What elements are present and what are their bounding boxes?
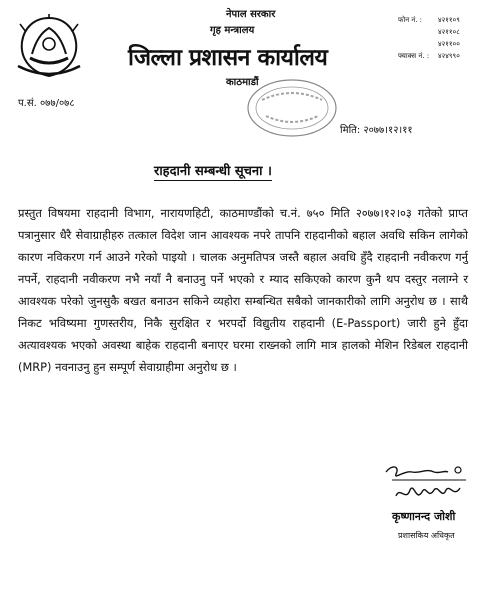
contact-row: [398, 26, 460, 38]
signer-name: कृष्णानन्द जोशी: [392, 510, 456, 523]
contact-label: फोन नं. :: [398, 16, 423, 24]
signer-title: प्रशासकिय अधिकृत: [398, 531, 455, 540]
contact-value: ४२४९९०: [438, 52, 460, 60]
notice-subject: राहदानी सम्बन्धी सूचना ।: [154, 161, 272, 181]
contact-label: फ्याक्स नं. :: [398, 52, 430, 60]
contact-label: [398, 26, 430, 38]
contact-row: [398, 14, 460, 26]
office-stamp-icon: [244, 76, 340, 140]
contact-value: ४२११०८: [438, 28, 460, 36]
contact-value: ४२११०९: [438, 16, 460, 24]
contact-value: ४२११००: [438, 40, 460, 48]
government-name: नेपाल सरकार: [226, 9, 276, 20]
notice-body: प्रस्तुत विषयमा राहदानी विभाग, नारायणहिटी, काठमाण्डौंको च.नं. ७५० मिति २०७७।१२।०३ गतेको प्राप्त पत्रानुसार धैरै सेवाग्राहीहरु तत्काल विदेश जान आवश्यक नपरे तापनि राहदानीको बहाल अवधि सकिन लागेको कारण नविकरण गर्न आउने गरेको पाइयो । चालक अनुमतिपत्र जस्तै बहाल अवधि हुँदै राहदानी नवीकरण गर्नु नपर्ने, राहदानी नवीकरण नभै नयाँ नै बनाउनु पर्ने भएको र म्याद सकिएको कारण कुनै थप दस्तुर नलाग्ने र आवश्यक परेको जुनसुकै बखत बनाउन सकिने व्यहोरा सम्बन्धित सबैको जानकारीको लागि अनुरोध छ । साथै निकट भविष्यमा गुणस्तरीय, निकै सुरक्षित र भरपर्दो विद्युतीय राहदानी (E-Passport) जारी हुने हुँदा अत्यावश्यक भएको अवस्था बाहेक राहदानी बनाएर घरमा राख्नको लागि मात्र हालको मेशिन रिडेबल राहदानी (MRP) नवनाउनु हुन सम्पूर्ण सेवाग्राहीमा अनुरोध छ ।: [18, 206, 468, 374]
letter-date: मिति: २०७७।१२।११: [340, 125, 413, 136]
contact-row: [398, 38, 460, 50]
contact-block: [398, 14, 460, 62]
ministry-name: गृह मन्त्रालय: [210, 25, 255, 36]
office-name: जिल्ला प्रशासन कार्यालय: [128, 45, 328, 71]
reference-number: प.सं. ०७७/०७८: [18, 98, 75, 109]
signature-icon: [382, 462, 470, 510]
office-location: काठमाडौं: [226, 77, 259, 88]
contact-label: [398, 38, 430, 50]
nepal-emblem-icon: [12, 14, 86, 80]
contact-row: [398, 50, 460, 62]
